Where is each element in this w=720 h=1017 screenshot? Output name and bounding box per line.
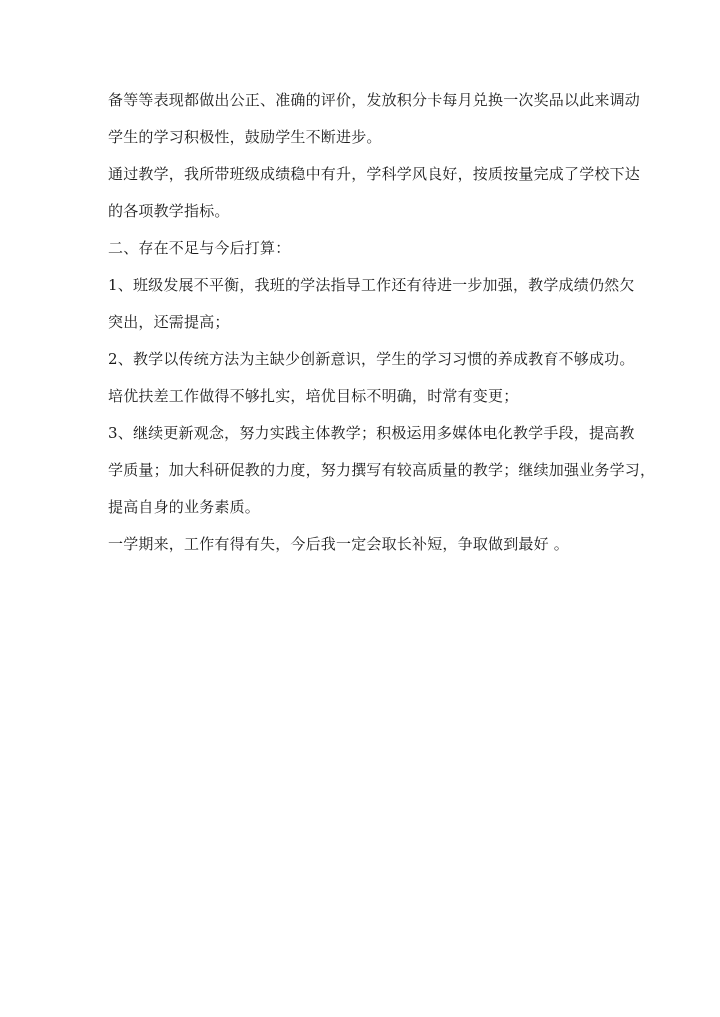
document-body bbox=[108, 89, 656, 555]
text-line: 突出，还需提高； bbox=[108, 313, 230, 331]
text-line: 1、班级发展不平衡，我班的学法指导工作还有待进一步加强，教学成绩仍然欠 bbox=[108, 276, 635, 294]
text-line: 3、继续更新观念，努力实践主体教学；积极运用多媒体电化教学手段，提高教 bbox=[108, 424, 635, 442]
text-line: 2、教学以传统方法为主缺少创新意识，学生的学习习惯的养成教育不够成功。 bbox=[108, 350, 635, 368]
text-line: 提高自身的业务素质。 bbox=[108, 498, 261, 516]
text-line: 备等等表现都做出公正、准确的评价，发放积分卡每月兑换一次奖品以此来调动 bbox=[108, 91, 641, 109]
text-line: 的各项教学指标。 bbox=[108, 202, 230, 220]
text-line: 学质量；加大科研促教的力度，努力撰写有较高质量的教学；继续加强业务学习， bbox=[108, 461, 656, 479]
text-line: 一学期来，工作有得有失，今后我一定会取长补短，争取做到最好 。 bbox=[108, 535, 569, 553]
text-line: 通过教学，我所带班级成绩稳中有升，学科学风良好，按质按量完成了学校下达 bbox=[108, 165, 641, 183]
text-line: 学生的学习积极性，鼓励学生不断进步。 bbox=[108, 128, 382, 146]
section-heading: 二、存在不足与今后打算： bbox=[108, 239, 291, 257]
text-line: 培优扶差工作做得不够扎实，培优目标不明确，时常有变更； bbox=[108, 387, 519, 405]
